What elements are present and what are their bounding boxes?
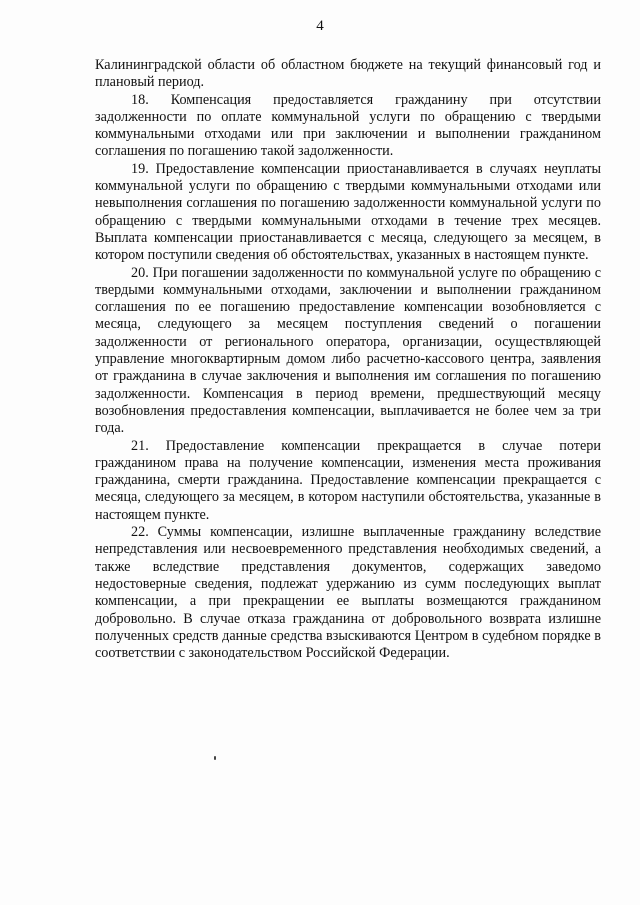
document-body [95,57,601,662]
paragraph-20: 20. При погашении задолженности по коммунальной услуге по обращению с твердыми коммунальными отходами, заключении и выполнении гражданином соглашения по ее погашению предоставление компенсации возобновляется с месяца, следующего за месяцем поступления сведений о погашении задолженности от регионального оператора, организации, осуществляющей управление многоквартирным домом либо расчетно-кассового центра, заявления от гражданина в случае заключения и выполнения им соглашения по погашению задолженности. Компенсация в период времени, предшествующий месяцу возобновления предоставления компенсации, выплачивается не более чем за три года. [95,264,601,437]
page-number: 4 [316,18,324,34]
paragraph-22: 22. Суммы компенсации, излишне выплаченные гражданину вследствие непредставления или несвоевременного представления необходимых сведений, а также вследствие представления документов, содержащих заведомо недостоверные сведения, подлежат удержанию из сумм последующих выплат компенсации, а при прекращении ее выплаты возмещаются гражданином добровольно. В случае отказа гражданина от добровольного возврата излишне полученных средств данные средства взыскиваются Центром в судебном порядке в соответствии с законодательством Российской Федерации. [95,524,601,662]
paragraph-21: 21. Предоставление компенсации прекращается в случае потери гражданином права на получение компенсации, изменения места проживания гражданина, смерти гражданина. Предоставление компенсации прекращается с месяца, следующего за месяцем, в котором наступили обстоятельства, указанные в настоящем пункте. [95,437,601,523]
paragraph-18: 18. Компенсация предоставляется гражданину при отсутствии задолженности по оплате коммунальной услуги по обращению с твердыми коммунальными отходами или при заключении и выполнении гражданином соглашения по погашению такой задолженности. [95,91,601,160]
paragraph-19: 19. Предоставление компенсации приостанавливается в случаях неуплаты коммунальной услуги по обращению с твердыми коммунальными отходами или невыполнения соглашения по погашению задолженности коммунальной услуги по обращению с твердыми коммунальными отходами в течение трех месяцев. Выплата компенсации приостанавливается с месяца, следующего за месяцем, в котором поступили сведения об обстоятельствах, указанных в настоящем пункте. [95,160,601,264]
paragraph-continuation: Калининградской области об областном бюджете на текущий финансовый год и плановый период. [95,57,601,91]
scan-speck [214,756,216,760]
